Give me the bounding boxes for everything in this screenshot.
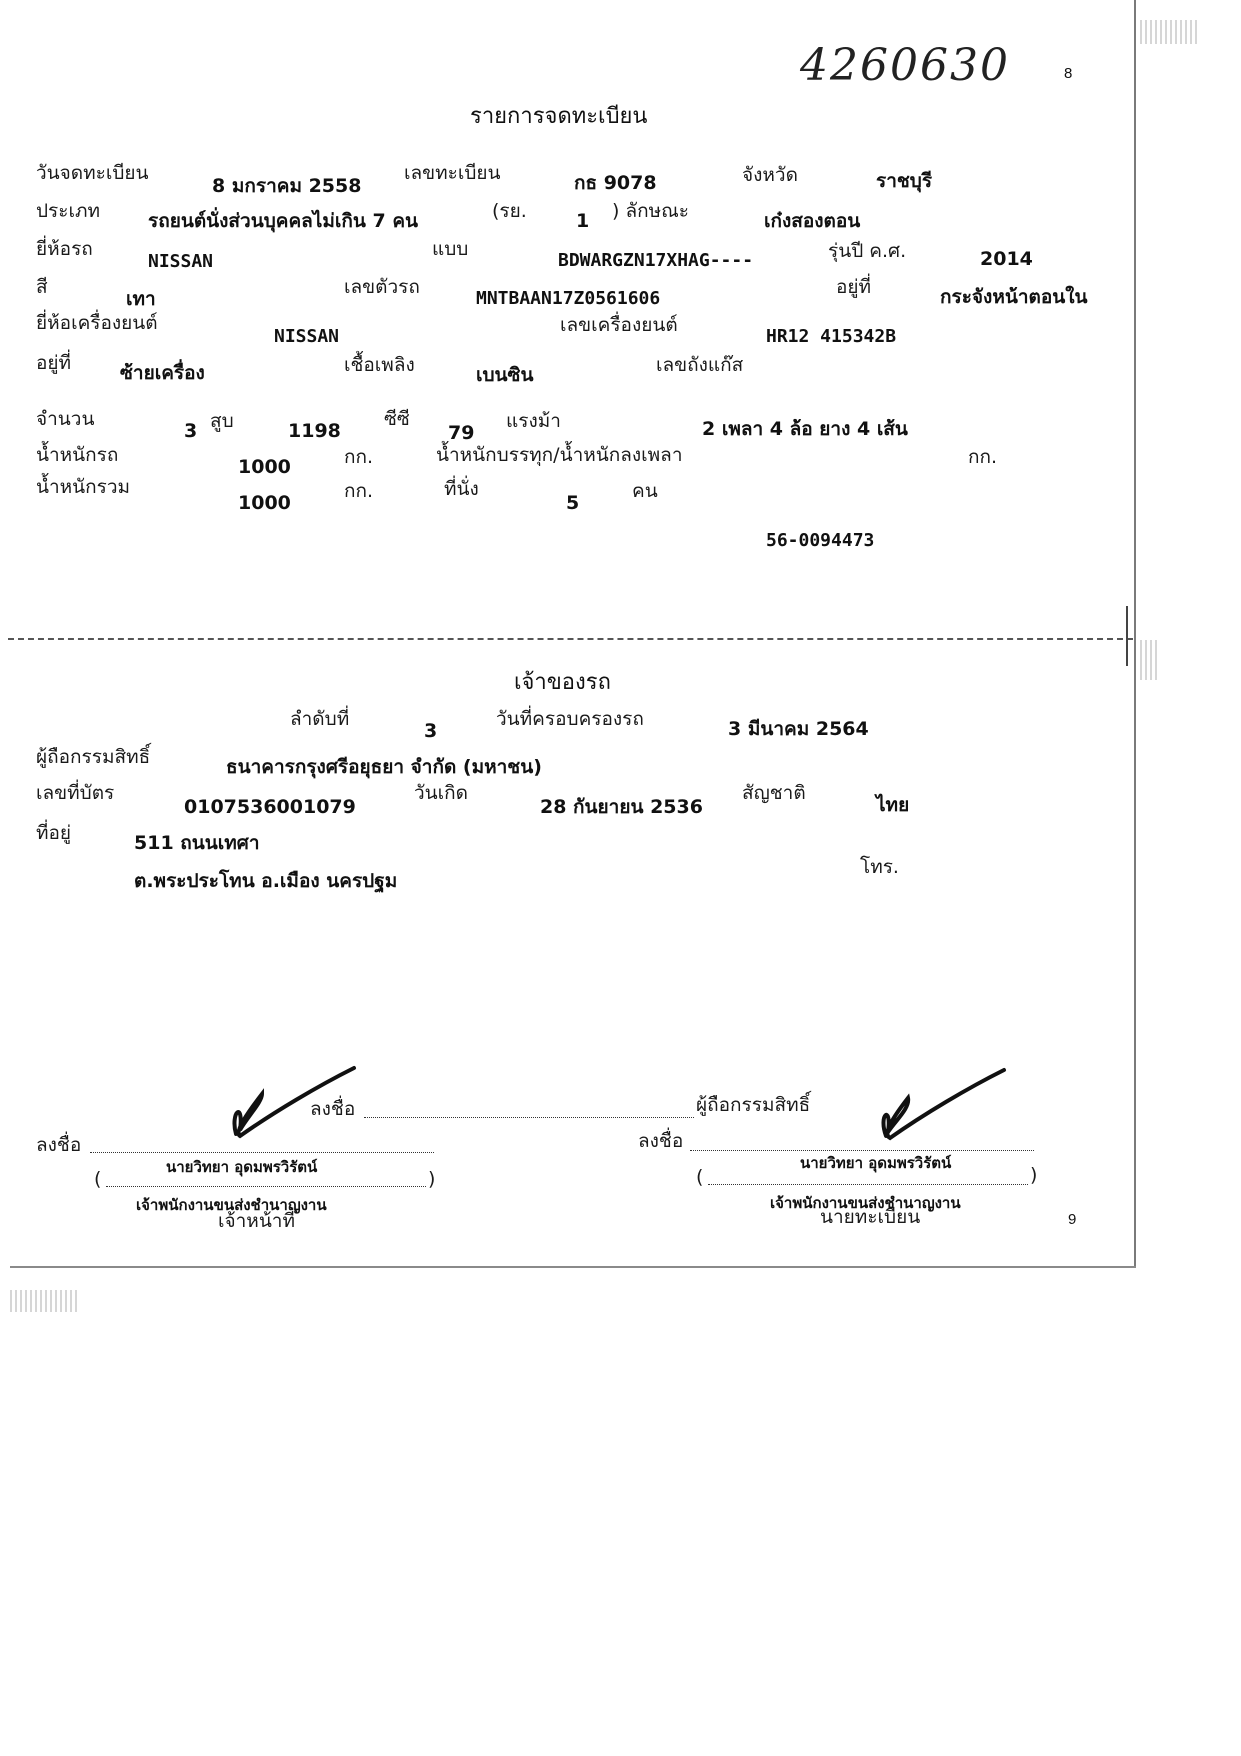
vehicle-character: เก๋งสองตอน [764, 210, 861, 232]
left-sign-line [90, 1152, 434, 1153]
section-divider [8, 638, 1133, 640]
weight-label: น้ำหนักรถ [36, 444, 119, 466]
color: เทา [126, 288, 156, 310]
chassis-label: เลขตัวรถ [344, 276, 420, 298]
left-officer-stamp: เจ้าพนักงานขนส่งชำนาญงาน [136, 1196, 327, 1214]
sequence-label: ลำดับที่ [290, 708, 350, 730]
engine-number-label: เลขเครื่องยนต์ [560, 314, 678, 336]
left-paren-line [106, 1186, 426, 1187]
kg-label: กก. [344, 446, 374, 468]
color-label: สี [36, 276, 48, 298]
cc-label: ซีซี [384, 408, 410, 430]
engine-brand-label: ยี่ห้อเครื่องยนต์ [36, 312, 158, 334]
kg-label: กก. [344, 480, 374, 502]
right-paren-close: ) [1030, 1164, 1038, 1186]
id-label: เลขที่บัตร [36, 782, 115, 804]
right-sign-line [690, 1150, 1034, 1151]
reference-number: 56-0094473 [766, 530, 875, 551]
ry-number: 1 [576, 210, 590, 232]
left-officer-name: นายวิทยา อุดมพรวิรัตน์ [166, 1158, 318, 1176]
fuel: เบนซิน [476, 364, 534, 386]
chassis-location: กระจังหน้าตอนใน [940, 286, 1088, 308]
type-label: ประเภท [36, 200, 101, 222]
cylinders-label: สูบ [210, 410, 234, 432]
address-line-1: 511 ถนนเทศา [134, 832, 260, 854]
page-bottom-border [10, 1266, 1136, 1268]
page-number-bottom: 9 [1068, 1211, 1077, 1228]
left-officer-role: เจ้าหน้าที่ [218, 1210, 296, 1232]
scan-noise [1140, 640, 1160, 680]
province: ราชบุรี [876, 170, 933, 192]
persons-label: คน [632, 480, 658, 502]
province-label: จังหวัด [742, 164, 798, 186]
page-number-top: 8 [1064, 65, 1073, 82]
right-paren-open: ( [696, 1166, 704, 1188]
reg-date: 8 มกราคม 2558 [212, 175, 362, 197]
count-label: จำนวน [36, 408, 95, 430]
registration-title: รายการจดทะเบียน [470, 104, 648, 129]
total-weight-label: น้ำหนักรวม [36, 476, 131, 498]
model-label: แบบ [432, 238, 469, 260]
fuel-label: เชื้อเพลิง [344, 354, 415, 376]
engine-number: HR12 415342B [766, 326, 897, 347]
right-officer-name: นายวิทยา อุดมพรวิรัตน์ [800, 1154, 952, 1172]
right-sign-label: ลงชื่อ [638, 1130, 684, 1152]
page-right-border [1134, 0, 1136, 1268]
brand-label: ยี่ห้อรถ [36, 238, 93, 260]
chassis-number: MNTBAAN17Z0561606 [476, 288, 661, 309]
nationality-label: สัญชาติ [742, 782, 806, 804]
divider-tick [1126, 606, 1128, 666]
right-officer-stamp: เจ้าพนักงานขนส่งชำนาญงาน [770, 1194, 961, 1212]
holder-sign-suffix: ผู้ถือกรรมสิทธิ์ [696, 1094, 811, 1116]
right-paren-line [708, 1184, 1028, 1185]
seats: 5 [566, 492, 580, 514]
seats-label: ที่นั่ง [444, 478, 479, 500]
document-number: 4260630 [800, 40, 1010, 91]
birth-label: วันเกิด [414, 782, 468, 804]
ry-open: (รย. [492, 200, 527, 222]
address-label: ที่อยู่ [36, 822, 72, 844]
vehicle-type: รถยนต์นั่งส่วนบุคคลไม่เกิน 7 คน [148, 210, 419, 232]
sign-label: ลงชื่อ [310, 1098, 356, 1120]
holder-label: ผู้ถือกรรมสิทธิ์ [36, 746, 151, 768]
character-label: ) ลักษณะ [612, 200, 689, 222]
engine-location: ซ้ายเครื่อง [120, 362, 205, 384]
load-label: น้ำหนักบรรทุก/น้ำหนักลงเพลา [436, 444, 683, 466]
right-officer-role: นายทะเบียน [820, 1206, 921, 1228]
horsepower-label: แรงม้า [506, 410, 561, 432]
left-sign-label: ลงชื่อ [36, 1134, 82, 1156]
year: 2014 [980, 248, 1033, 270]
phone-label: โทร. [860, 856, 899, 878]
engine-brand: NISSAN [274, 326, 340, 347]
holder-name: ธนาคารกรุงศรีอยุธยา จำกัด (มหาชน) [226, 756, 542, 778]
chassis-location-label: อยู่ที่ [836, 276, 872, 298]
right-signature [872, 1064, 1012, 1144]
id-number: 0107536001079 [184, 796, 356, 818]
model: BDWARGZN17XHAG---- [558, 250, 754, 271]
possession-date-label: วันที่ครอบครองรถ [496, 708, 644, 730]
sign-line [364, 1117, 694, 1118]
address-line-2: ต.พระประโทน อ.เมือง นครปฐม [134, 870, 398, 892]
sequence-number: 3 [424, 720, 438, 742]
engine-location-label: อยู่ที่ [36, 352, 72, 374]
owner-title: เจ้าของรถ [514, 670, 611, 695]
possession-date: 3 มีนาคม 2564 [728, 718, 869, 740]
plate: กธ 9078 [574, 172, 657, 194]
birth-date: 28 กันยายน 2536 [540, 796, 703, 818]
cc: 1198 [288, 420, 341, 442]
left-paren-close: ) [428, 1168, 436, 1190]
horsepower: 79 [448, 422, 475, 444]
brand: NISSAN [148, 251, 214, 272]
total-weight: 1000 [238, 492, 291, 514]
weight: 1000 [238, 456, 291, 478]
gas-tank-label: เลขถังแก๊ส [656, 354, 744, 376]
year-label: รุ่นปี ค.ศ. [828, 240, 907, 262]
scan-noise [1140, 20, 1200, 44]
kg-label: กก. [968, 446, 998, 468]
axles: 2 เพลา 4 ล้อ ยาง 4 เส้น [702, 418, 908, 440]
scan-noise [10, 1290, 80, 1312]
nationality: ไทย [876, 794, 910, 816]
left-paren-open: ( [94, 1168, 102, 1190]
plate-label: เลขทะเบียน [404, 162, 501, 184]
cylinders: 3 [184, 420, 198, 442]
reg-date-label: วันจดทะเบียน [36, 162, 149, 184]
